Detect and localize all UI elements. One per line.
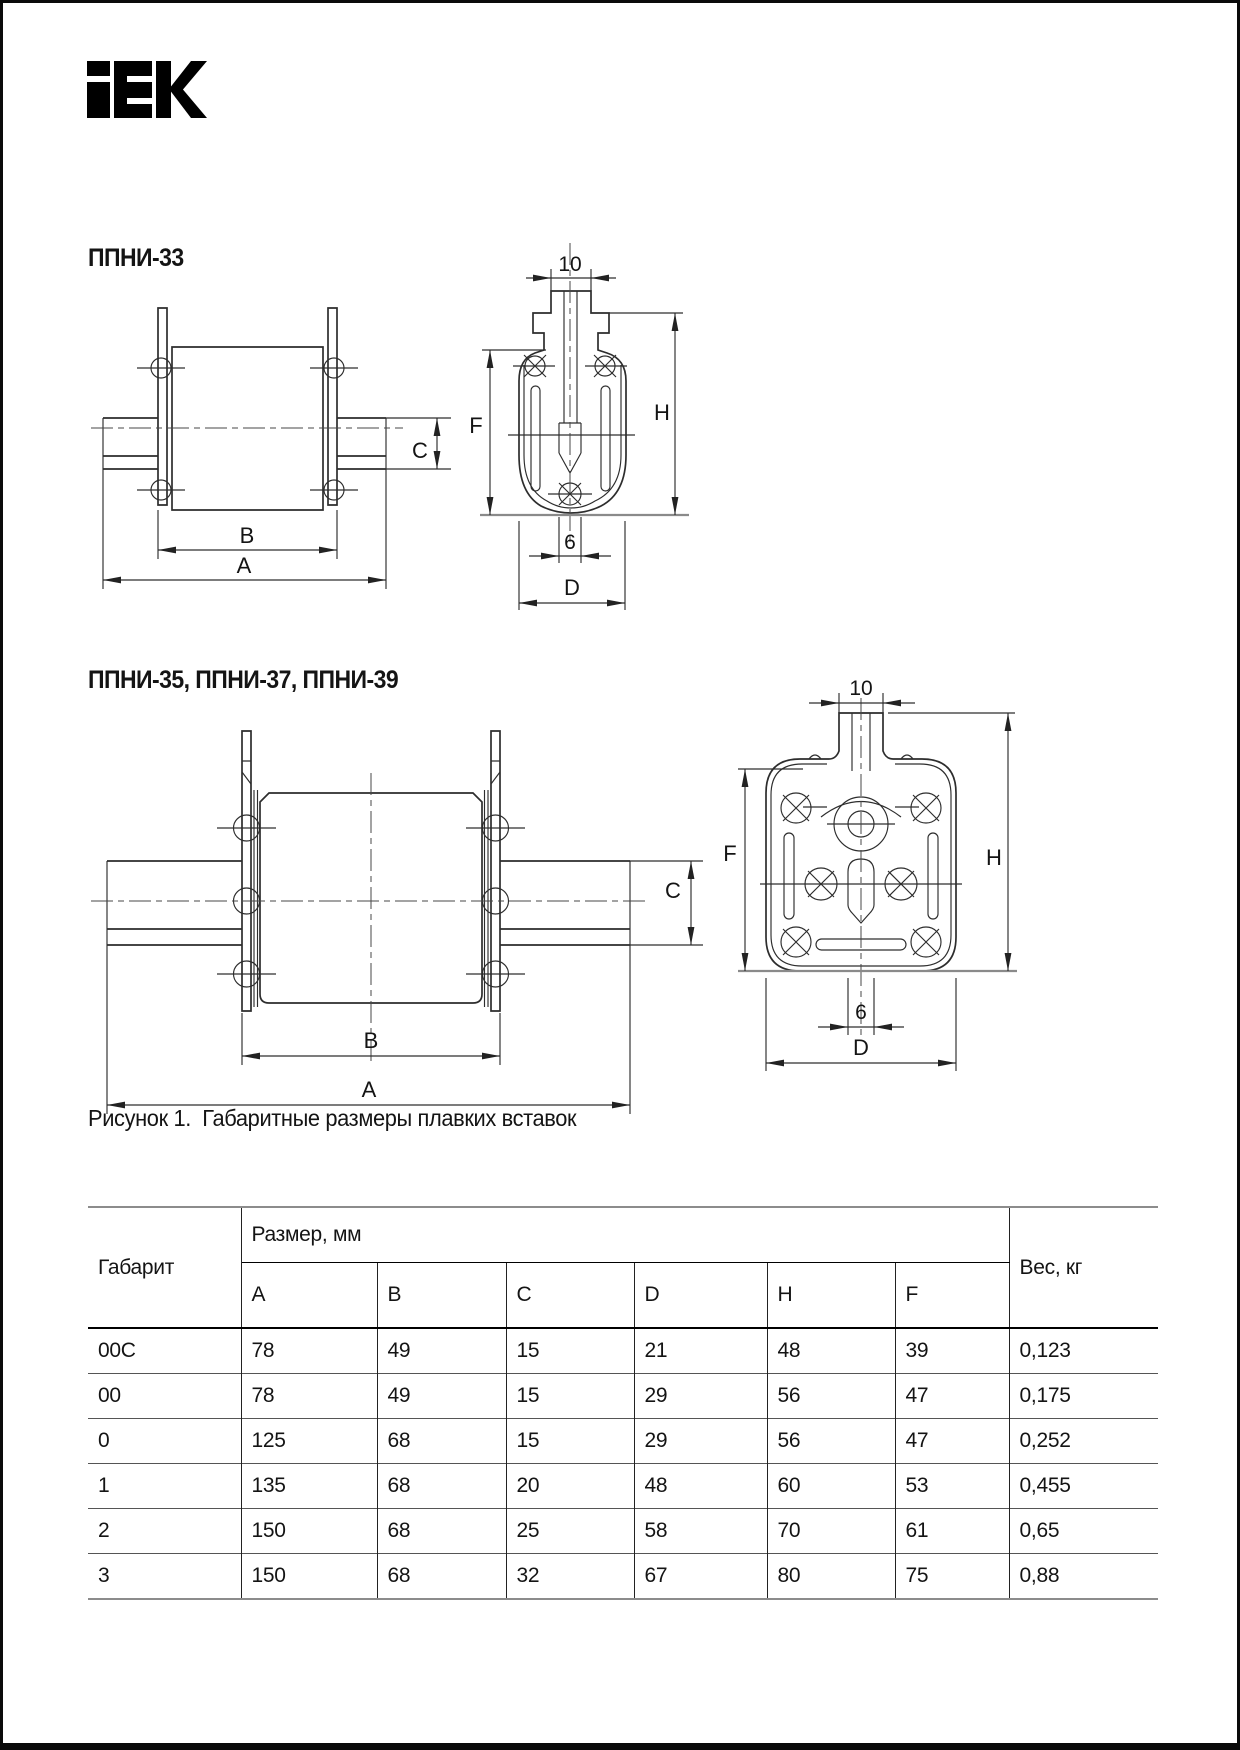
bolt-circles bbox=[137, 358, 358, 500]
cell-h: 56 bbox=[767, 1419, 895, 1464]
knife-contact bbox=[158, 308, 337, 505]
cell-a: 125 bbox=[241, 1419, 377, 1464]
drawing-title-ppni35-37-39: ППНИ-35, ППНИ-37, ППНИ-39 bbox=[88, 666, 399, 694]
dimension-a bbox=[103, 553, 386, 580]
table-row bbox=[88, 1554, 1158, 1600]
dimensions-table bbox=[88, 1206, 1158, 1600]
drawing-title-ppni33: ППНИ-33 bbox=[88, 244, 184, 272]
cell-c: 15 bbox=[506, 1328, 634, 1374]
sub-header-f: F bbox=[895, 1263, 1009, 1329]
cell-f: 75 bbox=[895, 1554, 1009, 1600]
cell-b: 49 bbox=[377, 1374, 506, 1419]
table-row bbox=[88, 1509, 1158, 1554]
figure-caption: Рисунок 1. Габаритные размеры плавких вставок bbox=[88, 1105, 577, 1131]
cell-a: 78 bbox=[241, 1374, 377, 1419]
ppni33-side-view bbox=[91, 308, 451, 589]
cell-c: 15 bbox=[506, 1374, 634, 1419]
cell-c: 25 bbox=[506, 1509, 634, 1554]
cell-weight: 0,88 bbox=[1009, 1554, 1158, 1600]
dimension-b bbox=[158, 510, 337, 559]
dim-label-d: D bbox=[564, 575, 580, 600]
ppni35-front-view bbox=[723, 677, 1017, 1071]
cell-a: 135 bbox=[241, 1464, 377, 1509]
sub-header-b: B bbox=[377, 1263, 506, 1329]
dim-label-6: 6 bbox=[564, 531, 576, 554]
col-header-size: Размер, мм bbox=[241, 1207, 1009, 1263]
cell-d: 29 bbox=[634, 1419, 767, 1464]
dim-label-f: F bbox=[723, 841, 737, 866]
cell-weight: 0,65 bbox=[1009, 1509, 1158, 1554]
cell-a: 150 bbox=[241, 1554, 377, 1600]
cell-h: 80 bbox=[767, 1554, 895, 1600]
table-row bbox=[88, 1464, 1158, 1509]
cell-c: 32 bbox=[506, 1554, 634, 1600]
cell-c: 15 bbox=[506, 1419, 634, 1464]
ppni33-front-view bbox=[469, 243, 689, 610]
col-header-weight: Вес, кг bbox=[1009, 1207, 1158, 1328]
cell-b: 68 bbox=[377, 1509, 506, 1554]
cell-a: 78 bbox=[241, 1328, 377, 1374]
table-row bbox=[88, 1419, 1158, 1464]
cell-b: 68 bbox=[377, 1554, 506, 1600]
cell-f: 39 bbox=[895, 1328, 1009, 1374]
cell-gabarit: 2 bbox=[88, 1509, 241, 1554]
dim-label-10: 10 bbox=[558, 253, 582, 276]
dim-label-10: 10 bbox=[849, 677, 873, 700]
sub-header-h: H bbox=[767, 1263, 895, 1329]
cell-h: 56 bbox=[767, 1374, 895, 1419]
sub-header-c: C bbox=[506, 1263, 634, 1329]
cell-a: 150 bbox=[241, 1509, 377, 1554]
dim-label-a: A bbox=[236, 553, 252, 578]
dimension-a bbox=[107, 1077, 630, 1105]
cell-gabarit: 00C bbox=[88, 1328, 241, 1374]
ppni35-side-view bbox=[91, 731, 703, 1114]
dimension-c bbox=[386, 418, 451, 469]
dim-label-c: C bbox=[412, 438, 428, 463]
iek-logo bbox=[87, 61, 207, 118]
cell-weight: 0,252 bbox=[1009, 1419, 1158, 1464]
dimension-10 bbox=[526, 253, 616, 291]
cell-gabarit: 0 bbox=[88, 1419, 241, 1464]
dim-label-b: B bbox=[239, 523, 255, 548]
table-row bbox=[88, 1328, 1158, 1374]
dim-label-d: D bbox=[853, 1035, 869, 1060]
col-header-gabarit: Габарит bbox=[88, 1207, 241, 1328]
cell-d: 21 bbox=[634, 1328, 767, 1374]
cell-gabarit: 3 bbox=[88, 1554, 241, 1600]
cell-b: 68 bbox=[377, 1419, 506, 1464]
cell-h: 70 bbox=[767, 1509, 895, 1554]
cell-weight: 0,455 bbox=[1009, 1464, 1158, 1509]
cell-f: 61 bbox=[895, 1509, 1009, 1554]
cell-gabarit: 1 bbox=[88, 1464, 241, 1509]
cell-b: 49 bbox=[377, 1328, 506, 1374]
cell-f: 47 bbox=[895, 1374, 1009, 1419]
dim-label-f: F bbox=[469, 413, 483, 438]
dim-label-h: H bbox=[654, 400, 670, 425]
cell-gabarit: 00 bbox=[88, 1374, 241, 1419]
dim-label-6: 6 bbox=[855, 1001, 867, 1024]
dim-label-a: A bbox=[361, 1077, 377, 1102]
cell-b: 68 bbox=[377, 1464, 506, 1509]
sub-header-a: A bbox=[241, 1263, 377, 1329]
dimension-c bbox=[630, 861, 703, 945]
dimension-6 bbox=[818, 978, 904, 1035]
cell-weight: 0,123 bbox=[1019, 1339, 1071, 1362]
cell-d: 29 bbox=[634, 1374, 767, 1419]
sub-header-d: D bbox=[634, 1263, 767, 1329]
cell-f: 47 bbox=[895, 1419, 1009, 1464]
cell-h: 60 bbox=[767, 1464, 895, 1509]
cell-weight: 0,175 bbox=[1009, 1374, 1158, 1419]
table-row bbox=[88, 1374, 1158, 1419]
cell-d: 67 bbox=[634, 1554, 767, 1600]
dim-label-b: B bbox=[363, 1028, 379, 1053]
cell-h: 48 bbox=[767, 1328, 895, 1374]
dimension-f bbox=[723, 769, 803, 971]
cell-c: 20 bbox=[506, 1464, 634, 1509]
dimension-10 bbox=[809, 677, 915, 713]
dim-label-c: C bbox=[665, 878, 681, 903]
cell-f: 53 bbox=[895, 1464, 1009, 1509]
dim-label-h: H bbox=[986, 845, 1002, 870]
cell-d: 58 bbox=[634, 1509, 767, 1554]
cell-d: 48 bbox=[634, 1464, 767, 1509]
